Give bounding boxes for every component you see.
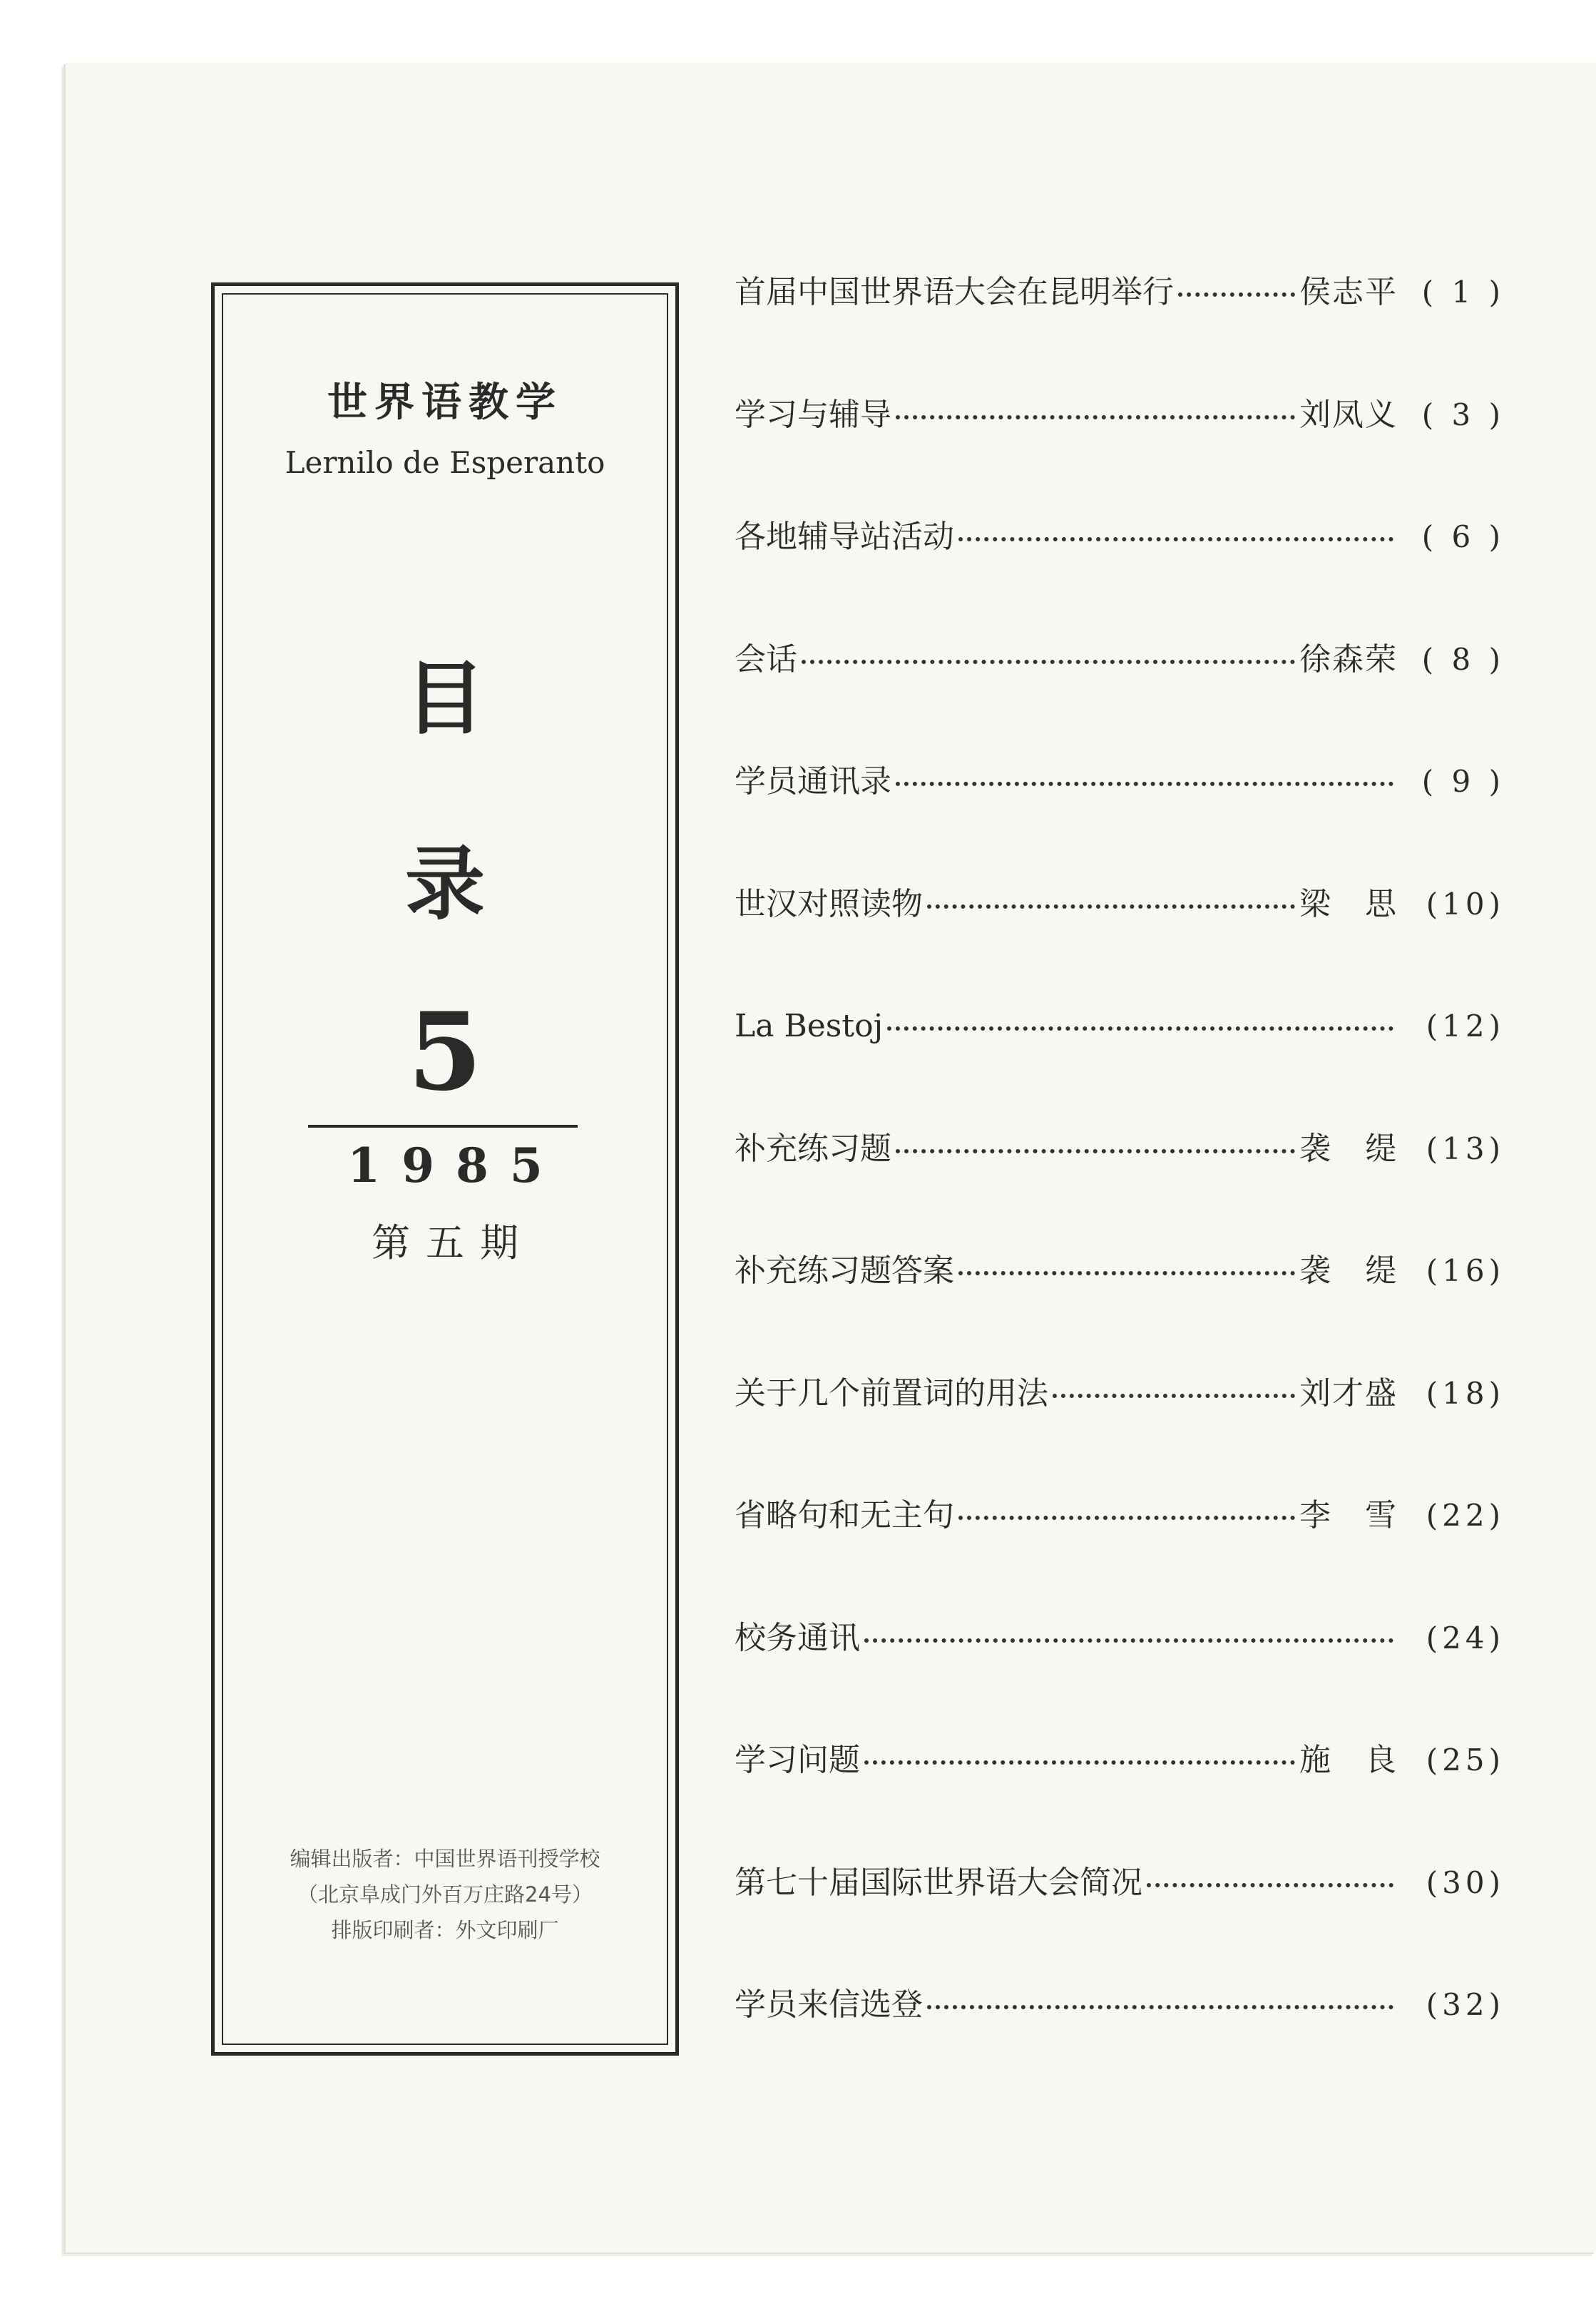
toc-entry[interactable] bbox=[735, 516, 1505, 638]
toc-entry-title: 省略句和无主句 bbox=[735, 1497, 954, 1534]
printer-line: 排版印刷者：外文印刷厂 bbox=[331, 1918, 559, 1942]
toc-entry[interactable] bbox=[735, 883, 1505, 1006]
toc-entry-page: (32) bbox=[1426, 1987, 1505, 2022]
magazine-title: 世界语教学 bbox=[327, 379, 563, 426]
toc-entry-page: (24) bbox=[1426, 1620, 1505, 1655]
toc-entry[interactable] bbox=[735, 1128, 1505, 1250]
toc-dot-leader bbox=[896, 415, 1295, 419]
toc-entry-author: 袭 缇 bbox=[1299, 1253, 1398, 1289]
toc-entry-title: 学习问题 bbox=[735, 1742, 860, 1778]
toc-heading-char-2: 录 bbox=[405, 838, 485, 931]
publisher-line: 编辑出版者：中国世界语刊授学校 bbox=[290, 1847, 600, 1871]
toc-entry-author: 施 良 bbox=[1299, 1742, 1398, 1778]
toc-entry-page: ( 6 ) bbox=[1421, 519, 1505, 554]
toc-entry-title: 世汉对照读物 bbox=[735, 885, 923, 922]
toc-entry-page: (25) bbox=[1426, 1743, 1505, 1777]
toc-entry-page: ( 8 ) bbox=[1421, 641, 1505, 677]
toc-dot-leader bbox=[802, 660, 1295, 664]
toc-entry-author: 李 雪 bbox=[1299, 1497, 1398, 1534]
toc-dot-leader bbox=[864, 1760, 1295, 1765]
toc-entry-page: ( 3 ) bbox=[1421, 397, 1505, 432]
toc-entry-title: 学员通讯录 bbox=[735, 763, 891, 800]
table-of-contents bbox=[735, 271, 1505, 2106]
issue-year: 1985 bbox=[347, 1138, 564, 1193]
toc-entry[interactable] bbox=[735, 1862, 1505, 1984]
address-line: （北京阜成门外百万庄路24号） bbox=[297, 1882, 593, 1907]
toc-entry[interactable] bbox=[735, 638, 1505, 761]
toc-entry[interactable] bbox=[735, 1250, 1505, 1372]
issue-label: 第五期 bbox=[372, 1220, 534, 1265]
toc-dot-leader bbox=[1053, 1394, 1295, 1398]
toc-entry[interactable] bbox=[735, 394, 1505, 516]
toc-entry-title: 第七十届国际世界语大会简况 bbox=[735, 1864, 1142, 1901]
toc-entry[interactable] bbox=[735, 1739, 1505, 1862]
toc-entry-page: (12) bbox=[1426, 1009, 1505, 1044]
toc-entry-title: 学员来信选登 bbox=[735, 1986, 923, 2023]
toc-dot-leader bbox=[1178, 292, 1295, 297]
issue-number: 5 bbox=[407, 989, 483, 1115]
toc-entry-author: 梁 思 bbox=[1299, 885, 1398, 922]
toc-heading-char-1: 目 bbox=[405, 653, 485, 745]
toc-dot-leader bbox=[896, 782, 1393, 786]
toc-dot-leader bbox=[1147, 1883, 1393, 1887]
toc-entry-page: (13) bbox=[1426, 1131, 1505, 1166]
toc-entry-page: (16) bbox=[1426, 1253, 1505, 1288]
toc-entry-page: (10) bbox=[1426, 886, 1505, 922]
toc-entry-page: ( 9 ) bbox=[1421, 764, 1505, 799]
toc-dot-leader bbox=[896, 1149, 1295, 1153]
toc-entry-author: 袭 缇 bbox=[1299, 1130, 1398, 1167]
toc-entry-author: 刘凤义 bbox=[1299, 396, 1398, 433]
toc-entry[interactable] bbox=[735, 1372, 1505, 1495]
toc-entry[interactable] bbox=[735, 271, 1505, 394]
toc-dot-leader bbox=[958, 1516, 1295, 1520]
toc-entry-title: 关于几个前置词的用法 bbox=[735, 1374, 1048, 1412]
toc-entry-title: La Bestoj bbox=[735, 1008, 884, 1044]
toc-dot-leader bbox=[958, 1271, 1295, 1275]
toc-entry-title: 各地辅导站活动 bbox=[735, 519, 954, 555]
toc-entry-title: 首届中国世界语大会在昆明举行 bbox=[735, 274, 1174, 310]
toc-entry-author: 侯志平 bbox=[1299, 274, 1398, 310]
toc-entry-title: 学习与辅导 bbox=[735, 396, 891, 433]
issue-divider bbox=[308, 1125, 578, 1128]
toc-entry-title: 补充练习题答案 bbox=[735, 1253, 954, 1289]
toc-dot-leader bbox=[927, 2005, 1393, 2009]
toc-dot-leader bbox=[927, 904, 1295, 909]
toc-entry-page: ( 1 ) bbox=[1421, 275, 1505, 310]
toc-entry-page: (30) bbox=[1426, 1864, 1505, 1900]
toc-entry-page: (22) bbox=[1426, 1498, 1505, 1533]
toc-entry[interactable] bbox=[735, 1005, 1505, 1128]
toc-entry-page: (18) bbox=[1426, 1375, 1505, 1411]
toc-dot-leader bbox=[887, 1026, 1393, 1031]
toc-entry[interactable] bbox=[735, 1984, 1505, 2106]
toc-dot-leader bbox=[958, 537, 1393, 541]
toc-entry[interactable] bbox=[735, 760, 1505, 883]
toc-entry-title: 会话 bbox=[735, 641, 797, 678]
toc-entry-author: 徐森荣 bbox=[1299, 641, 1398, 678]
toc-entry-author: 刘才盛 bbox=[1299, 1374, 1398, 1412]
toc-entry[interactable] bbox=[735, 1494, 1505, 1617]
toc-entry-title: 补充练习题 bbox=[735, 1130, 891, 1167]
toc-dot-leader bbox=[864, 1638, 1393, 1643]
magazine-subtitle: Lernilo de Esperanto bbox=[285, 445, 605, 480]
toc-entry-title: 校务通讯 bbox=[735, 1619, 860, 1656]
toc-entry[interactable] bbox=[735, 1617, 1505, 1740]
